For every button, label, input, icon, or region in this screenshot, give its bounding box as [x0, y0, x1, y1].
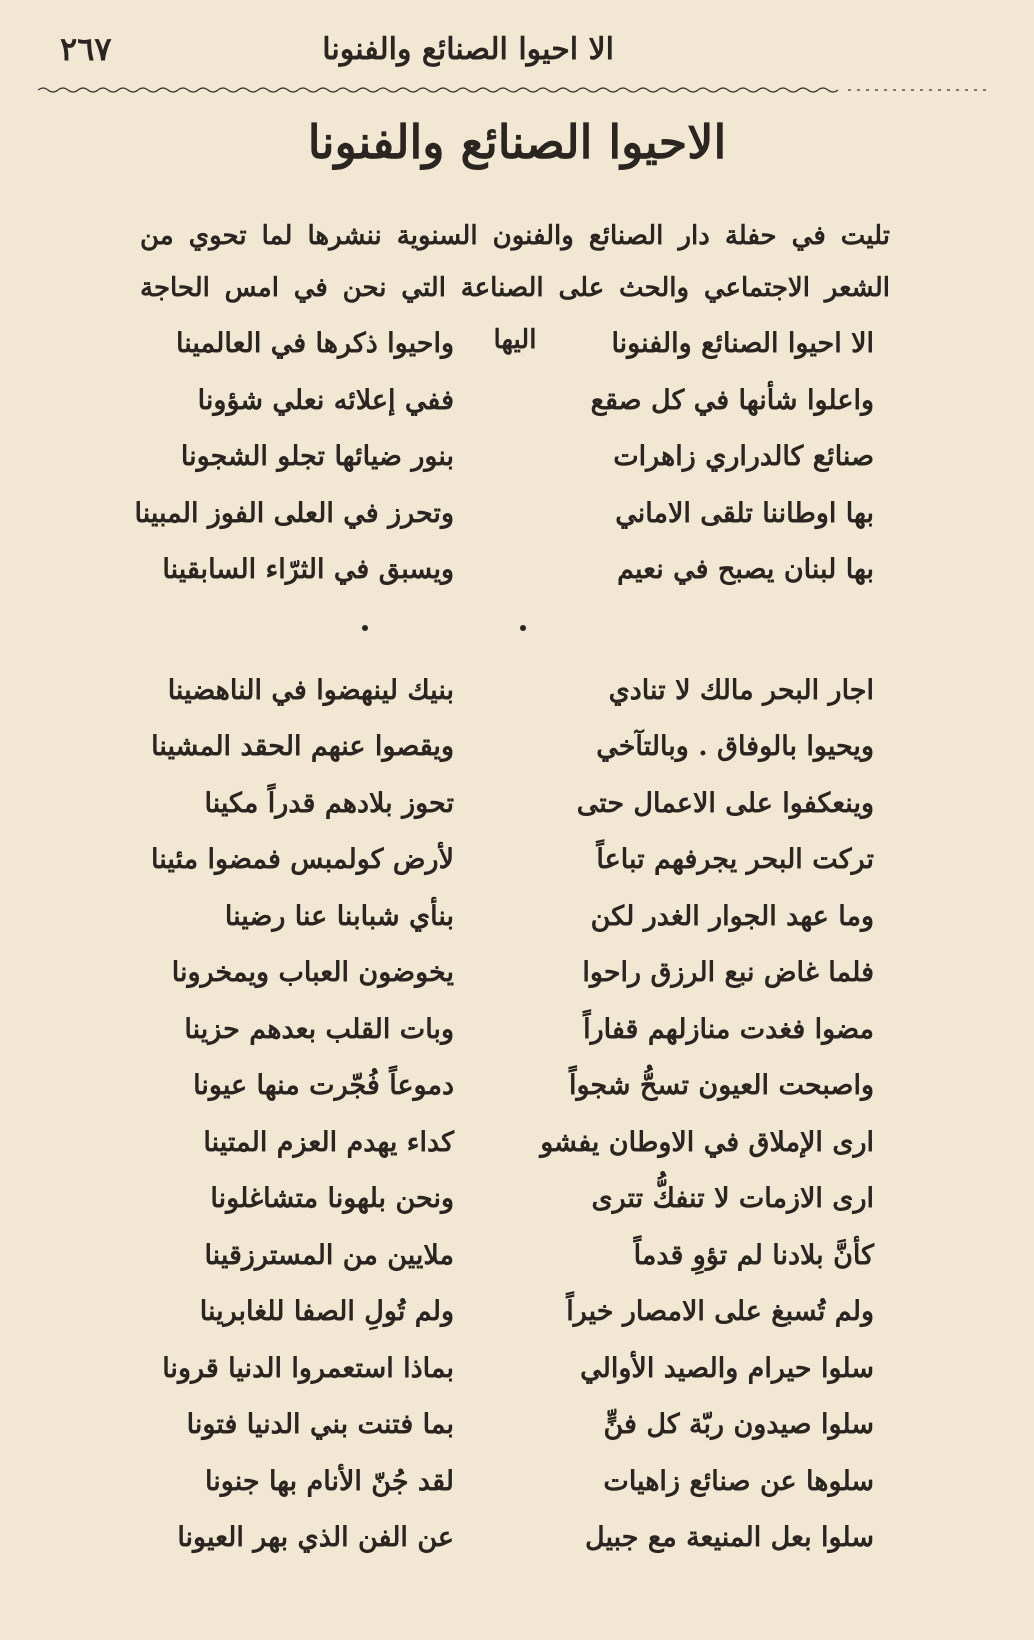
verse-second-hemistich: بما فتنت بني الدنيا فتونا — [186, 1409, 454, 1440]
verse-first-hemistich: فلما غاض نبع الرزق راحوا — [582, 957, 874, 988]
page-number: ٢٦٧ — [60, 30, 112, 68]
stanza-separator — [0, 611, 1034, 675]
verse-first-hemistich: كأنَّ بلادنا لم تؤوِ قدماً — [633, 1239, 874, 1271]
verse-first-hemistich: سلوها عن صنائع زاهيات — [603, 1465, 874, 1497]
verse-row — [0, 901, 1034, 958]
running-header — [60, 24, 974, 74]
verse-first-hemistich: وينعكفوا على الاعمال حتى — [576, 787, 874, 819]
verse-row — [0, 498, 1034, 555]
verse-second-hemistich: عن الفن الذي بهر العيونا — [177, 1522, 454, 1553]
verse-second-hemistich: لأرض كولمبس فمضوا مئينا — [151, 844, 454, 875]
verse-row — [0, 328, 1034, 385]
poem — [0, 328, 1034, 1579]
verse-first-hemistich: صنائع كالدراري زاهرات — [613, 441, 874, 472]
verse-second-hemistich: لقد جُنّ الأنام بها جنونا — [205, 1465, 454, 1497]
verse-first-hemistich: ارى الإملاق في الاوطان يفشو — [540, 1126, 874, 1158]
verse-row — [0, 1466, 1034, 1523]
verse-row — [0, 788, 1034, 845]
poem-title: الاحيوا الصنائع والفنونا — [307, 115, 727, 169]
verse-second-hemistich: وبات القلب بعدهم حزينا — [184, 1013, 454, 1045]
verse-second-hemistich: ونحن بلهونا متشاغلونا — [210, 1183, 454, 1214]
verse-first-hemistich: ويحيوا بالوفاق . وبالتآخي — [596, 731, 874, 762]
verse-second-hemistich: ملايين من المسترزقينا — [204, 1239, 454, 1271]
verse-first-hemistich: اجار البحر مالك لا تنادي — [608, 674, 874, 706]
verse-first-hemistich: واعلوا شأنها في كل صقع — [590, 384, 874, 416]
verse-row — [0, 1183, 1034, 1240]
verse-second-hemistich: وتحرز في العلى الفوز المبينا — [134, 497, 454, 529]
verse-second-hemistich: بماذا استعمروا الدنيا قرونا — [162, 1352, 454, 1384]
verse-first-hemistich: واصبحت العيون تسحُّ شجواً — [569, 1070, 874, 1101]
verse-first-hemistich: سلوا حيرام والصيد الأوالي — [580, 1352, 874, 1384]
separator-dot — [520, 625, 526, 631]
verse-row — [0, 1522, 1034, 1579]
verse-second-hemistich: كداء يهدم العزم المتينا — [203, 1126, 454, 1158]
verse-first-hemistich: تركت البحر يجرفهم تباعاً — [596, 844, 874, 875]
verse-row — [0, 844, 1034, 901]
verse-row — [0, 1296, 1034, 1353]
verse-row — [0, 1127, 1034, 1184]
verse-second-hemistich: ولم تُولِ الصفا للغابرينا — [199, 1296, 454, 1327]
verse-first-hemistich: سلوا بعل المنيعة مع جبيل — [585, 1522, 874, 1553]
verse-second-hemistich: واحيوا ذكرها في العالمينا — [175, 328, 454, 359]
verse-row — [0, 675, 1034, 732]
verse-second-hemistich: يخوضون العباب ويمخرونا — [171, 957, 454, 988]
verse-second-hemistich: بنور ضيائها تجلو الشجونا — [180, 441, 454, 472]
verse-second-hemistich: بنأي شبابنا عنا رضينا — [224, 900, 454, 932]
separator-dot — [362, 625, 368, 631]
verse-first-hemistich: سلوا صيدون ربّة كل فنٍّ — [603, 1409, 874, 1440]
verse-first-hemistich: مضوا فغدت منازلهم قفاراً — [583, 1013, 874, 1045]
verse-first-hemistich: الا احيوا الصنائع والفنونا — [611, 328, 874, 359]
verse-row — [0, 1240, 1034, 1297]
header-wavy-rule — [38, 86, 988, 94]
verse-row — [0, 1070, 1034, 1127]
verse-second-hemistich: تحوز بلادهم قدراً مكينا — [204, 787, 454, 819]
verse-first-hemistich: وما عهد الجوار الغدر لكن — [590, 900, 874, 932]
verse-row — [0, 441, 1034, 498]
verse-row — [0, 385, 1034, 442]
verse-row — [0, 1409, 1034, 1466]
verse-first-hemistich: ارى الازمات لا تنفكُّ تترى — [591, 1183, 874, 1214]
verse-first-hemistich: بها اوطاننا تلقى الاماني — [615, 497, 874, 529]
verse-row — [0, 1014, 1034, 1071]
verse-second-hemistich: ففي إعلائه نعلي شؤونا — [197, 384, 454, 416]
verse-row — [0, 731, 1034, 788]
verse-first-hemistich: بها لبنان يصبح في نعيم — [617, 554, 874, 585]
verse-second-hemistich: ويقصوا عنهم الحقد المشينا — [151, 731, 454, 762]
verse-row — [0, 1353, 1034, 1410]
verse-second-hemistich: ويسبق في الثرّاء السابقينا — [162, 554, 454, 585]
verse-second-hemistich: بنيك لينهضوا في الناهضينا — [167, 674, 454, 706]
running-title: الا احيوا الصنائع والفنونا — [322, 32, 614, 67]
verse-row — [0, 957, 1034, 1014]
verse-first-hemistich: ولم تُسبغ على الامصار خيراً — [566, 1296, 874, 1327]
verse-row — [0, 554, 1034, 611]
verse-second-hemistich: دموعاً فُجّرت منها عيونا — [193, 1070, 454, 1101]
intro-paragraph: تليت في حفلة دار الصنائع والفنون السنوية ننشرها لما تحوي من الشعر الاجتماعي والحث على الصناعة التي نحن في امس الحاجة اليها — [140, 221, 890, 355]
